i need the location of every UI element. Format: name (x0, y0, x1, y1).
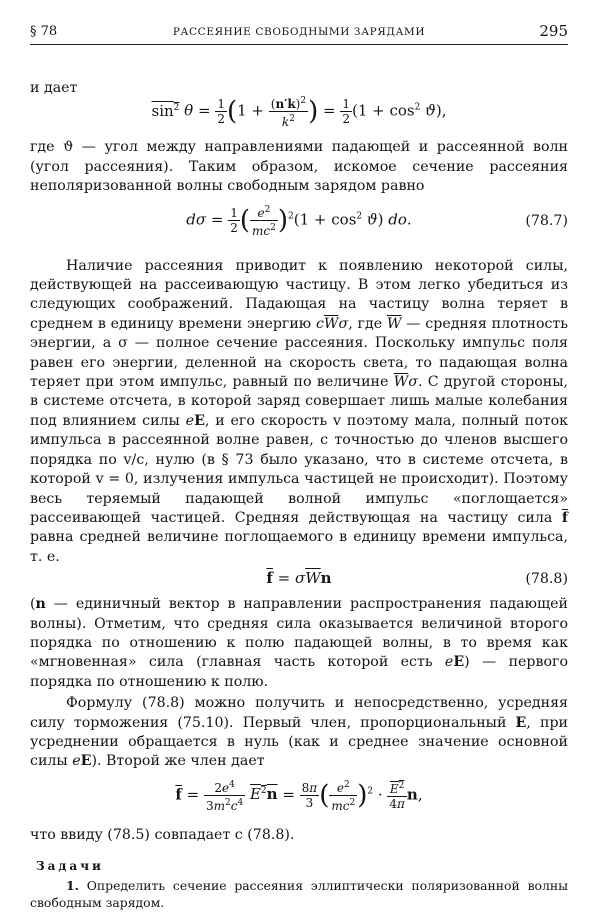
task-1: 1. Определить сечение рассеяния эллиптически поляризованной волны свободным зарядом. (30, 878, 568, 911)
equation-label-78-8: (78.8) (525, 571, 568, 588)
paragraph-conclusion: что ввиду (78.5) совпадает с (78.8). (30, 826, 295, 843)
paragraph-unit-vector: (n — единичный вектор в направлении распространения падающей волны). Отметим, что средняя сила оказывается величиной второго порядка по отношению к полю падающей волны, в то время как «мгновенная» сила (главная часть которой есть eE) — первого порядка по отношению к полю. (30, 596, 569, 690)
equation-78-8: $\overline{f} = \sigma\overline{W}n$ (78.8) (266, 569, 568, 588)
page (30, 22, 568, 911)
running-header (30, 22, 568, 45)
tasks-heading: Задачи (36, 859, 104, 874)
paragraph-intro: и дает (30, 80, 78, 96)
equation-averaged-force: $\overline{f}$ = $\frac{2e^4}{3m^2c^4}$ $E^2n$ = $\frac{8\pi}{3}$ ( $\frac{e^2}{mc^2}$ )$^2$ · $\frac{E^2}{4\pi}$ n, (175, 779, 423, 813)
paragraph-direct-averaging: Формулу (78.8) можно получить и непосредственно, усредняя силу торможения (75.10). Первый член, пропорциональный E, при усреднении обращается в нуль (как и среднее значение основной силы eE). Второй же член дает (30, 695, 569, 770)
equation-label-78-7: (78.7) (525, 212, 568, 229)
equation-78-7: dσ = $\frac{1}{2}$ ( $\frac{e^2}{mc^2}$ )$^2(1 + \cos^2 ϑ)$ do. (78.7) (186, 204, 568, 238)
section-number: § 78 (30, 24, 58, 39)
page-number: 295 (539, 22, 568, 40)
paragraph-scattering-angle: где ϑ — угол между направлениями падающей и рассеянной волн (угол рассеяния). Таким образом, искомое сечение рассеяния неполяризованной волны свободным зарядом равно (30, 139, 568, 195)
task-1-number: 1. (66, 878, 79, 894)
paragraph-force-derivation: Наличие рассеяния приводит к появлению некоторой силы, действующей на рассеивающую частицу. В этом легко убедиться из следующих соображений. Падающая на частицу волна теряет в среднем в единицу времени энергию $c\overline{W}\sigma$, где $\overline{W}$ — средняя плотность энергии, а σ — полное сечение рассеяния. Поскольку импульс поля равен его энергии, деленной на скорость света, то падающая волна теряет при этом импульс, равный по величине $\overline{W}\sigma$. С другой стороны, в системе отсчета, в которой заряд совершает лишь малые колебания под влиянием силы eE, и его скорость v поэтому мала, полный поток импульса в рассеянной волне равен, с точностью до членов высшего порядка по v/c, нулю (в § 73 было указано, что в системе отсчета, в которой v = 0, излучения импульса частицей не происходит). Поэтому весь теряемый падающей волной импульс «поглощается» рассеивающей частицей. Средняя действующая на частицу сила $\overline{f}$ равна средней величине поглощаемого в единицу времени импульса, т. е. (30, 257, 568, 565)
running-title: РАССЕЯНИЕ СВОБОДНЫМИ ЗАРЯДАМИ (172, 26, 426, 38)
equation-sin2-average: $\sin^2 \theta$ = $\frac{1}{2}$ (1 + $\frac{(n'k)^2}{k^2}$ ) = $\frac{1}{2}$ $(1 + \cos^2 ϑ)$, (151, 96, 447, 130)
